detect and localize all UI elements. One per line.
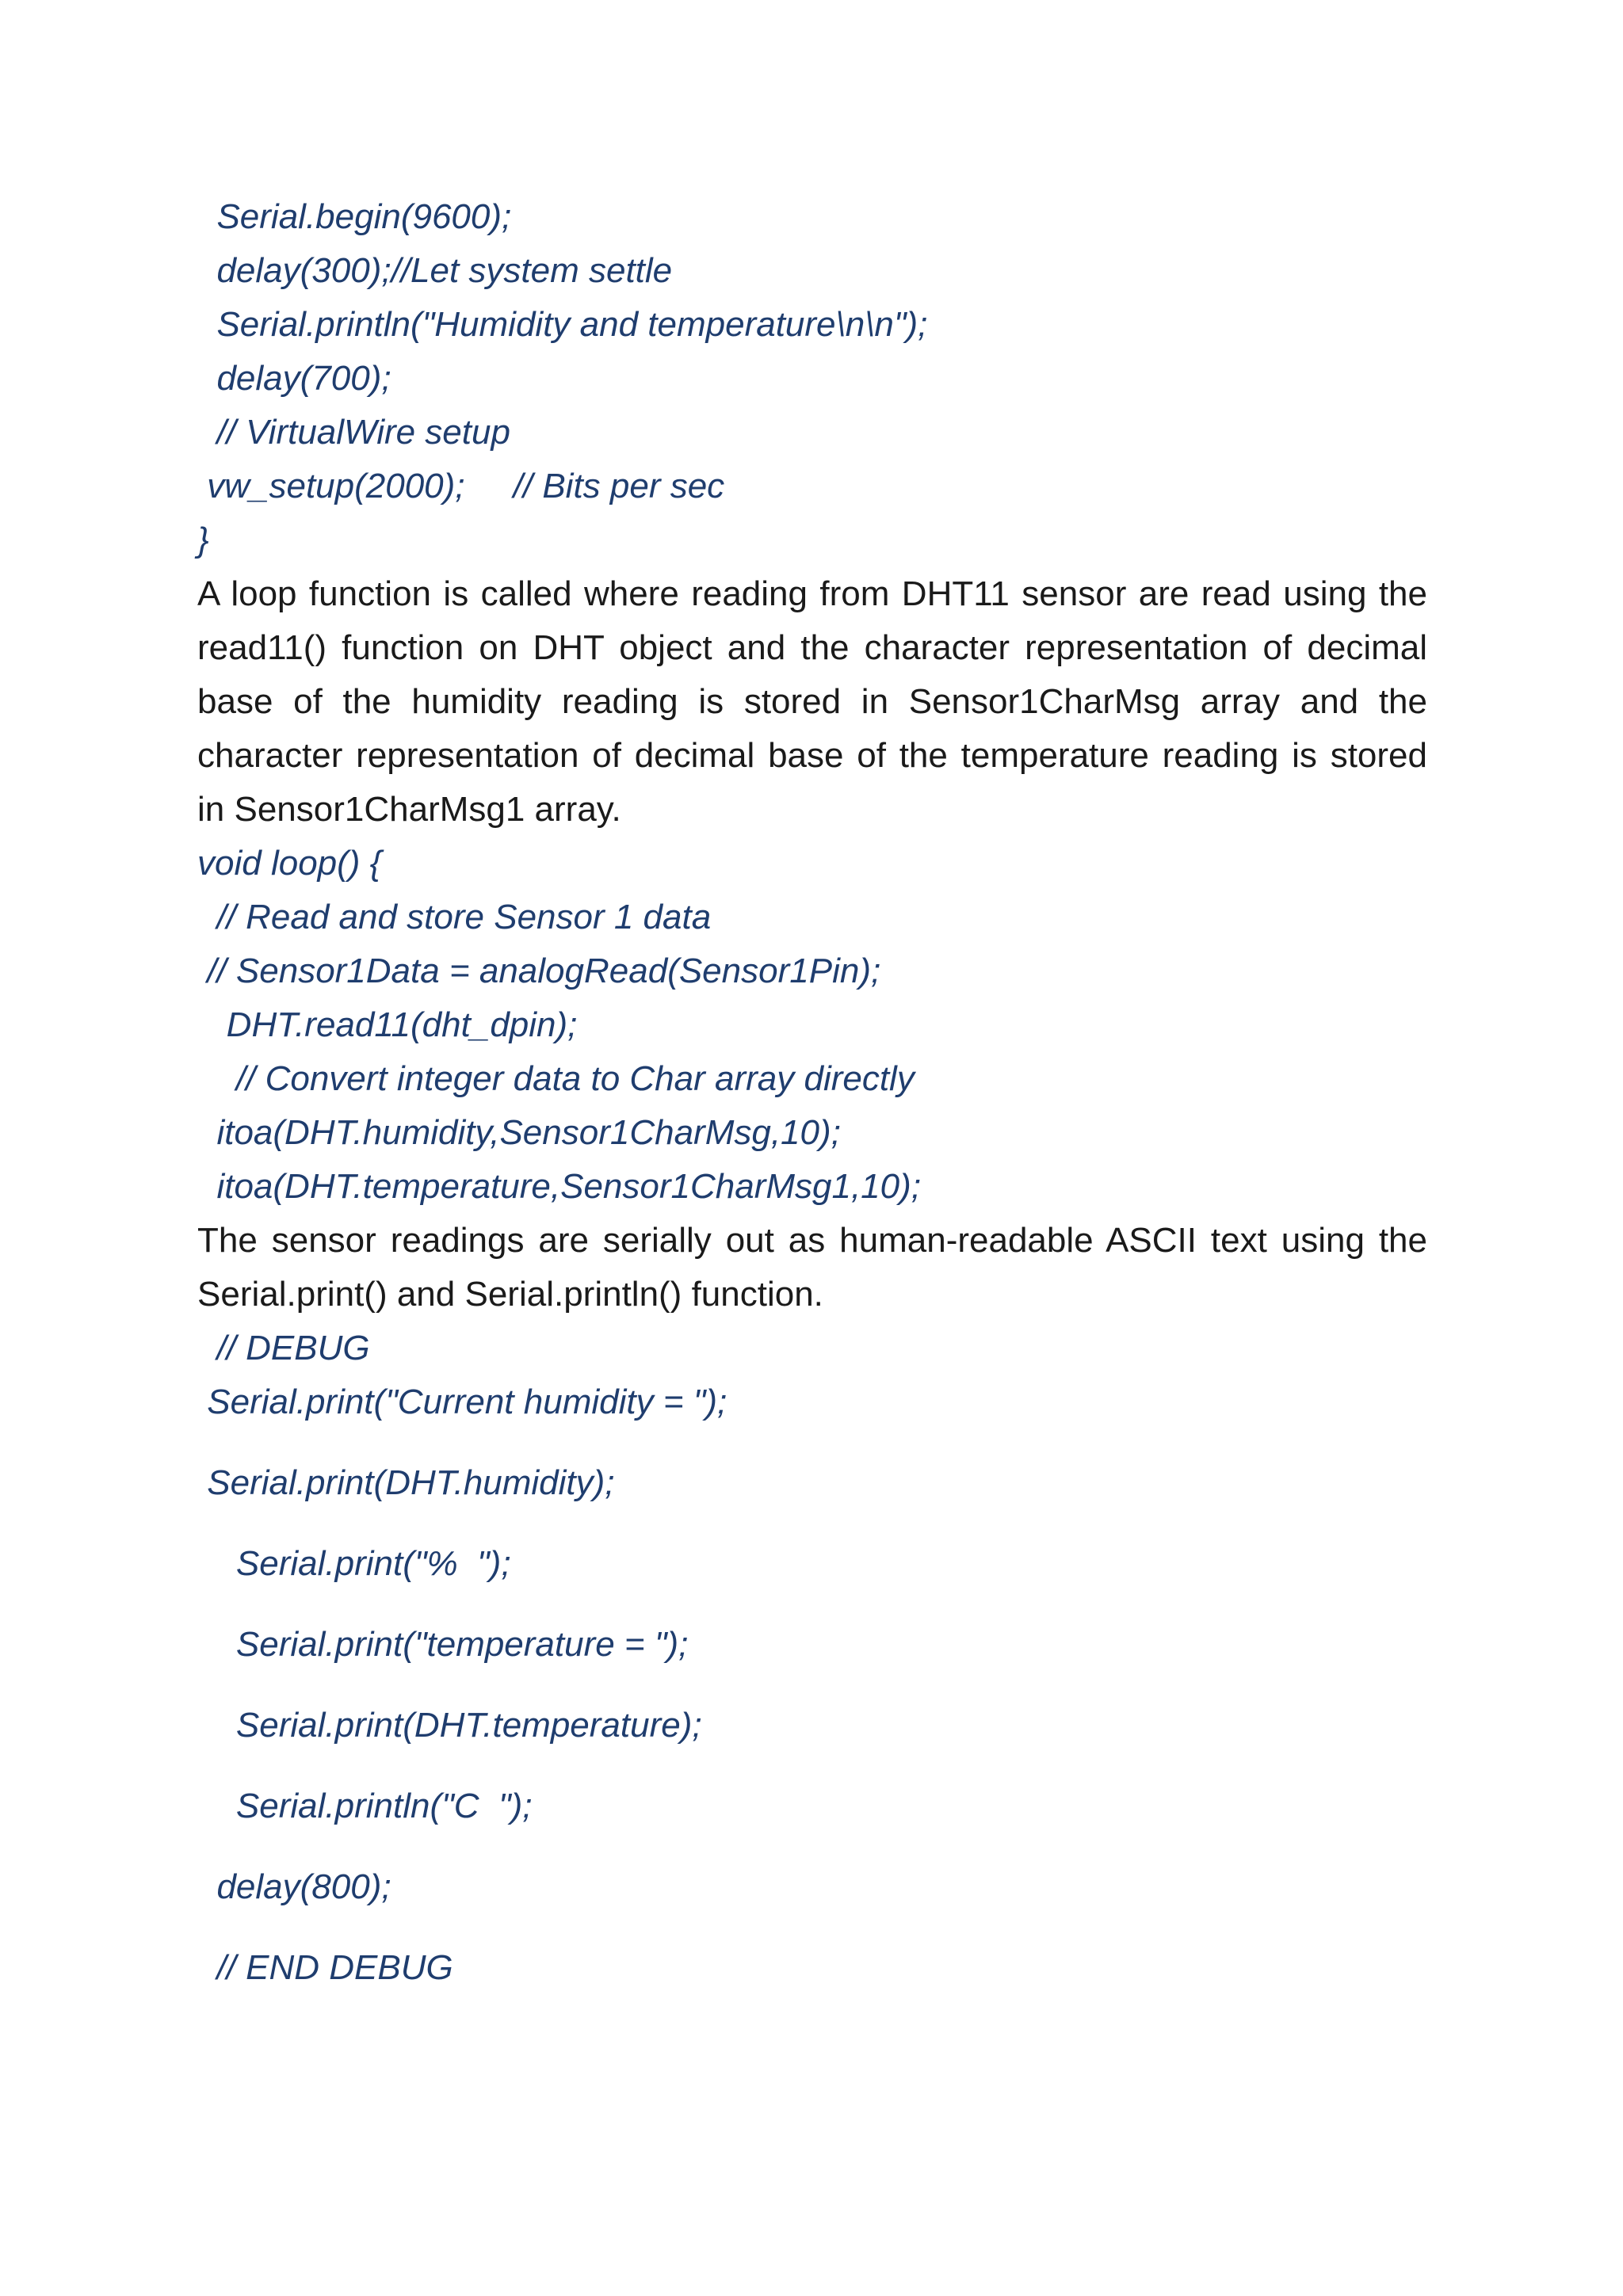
code-line: // DEBUG (197, 1329, 370, 1367)
code-block-debug (197, 1322, 1427, 1995)
code-line: Serial.begin(9600); (197, 197, 512, 236)
code-line: Serial.print("% "); (197, 1544, 511, 1583)
code-line: delay(300);//Let system settle (197, 251, 673, 290)
code-line: // END DEBUG (197, 1948, 453, 1987)
code-line: // Sensor1Data = analogRead(Sensor1Pin); (197, 952, 881, 990)
loop-description-paragraph: A loop function is called where reading from DHT11 sensor are read using the read11() function on DHT object and the character representation of decimal base of the humidity reading is stored in Sensor1CharMsg array and the character representation of decimal base of the temperature reading is stored in Sensor1CharMsg1 array. (197, 574, 1427, 829)
code-line: vw_setup(2000); // Bits per sec (197, 467, 725, 505)
code-line: Serial.println("Humidity and temperature\n\n"); (197, 305, 928, 344)
code-line: itoa(DHT.temperature,Sensor1CharMsg1,10); (197, 1167, 921, 1206)
code-block-setup (197, 190, 1427, 567)
code-line: itoa(DHT.humidity,Sensor1CharMsg,10); (197, 1113, 841, 1152)
code-line: delay(800); (197, 1867, 391, 1906)
code-line: Serial.println("C "); (197, 1787, 533, 1825)
code-line: Serial.print("temperature = "); (197, 1625, 689, 1664)
code-line: Serial.print(DHT.temperature); (197, 1706, 702, 1745)
code-line: delay(700); (197, 359, 391, 398)
page-content (197, 190, 1427, 1995)
code-line: } (197, 521, 209, 559)
code-line: Serial.print(DHT.humidity); (197, 1463, 615, 1502)
code-line: // Read and store Sensor 1 data (197, 898, 712, 936)
serial-output-paragraph: The sensor readings are serially out as human-readable ASCII text using the Serial.print() and Serial.println() function. (197, 1221, 1427, 1314)
code-line: DHT.read11(dht_dpin); (197, 1005, 578, 1044)
code-line: // Convert integer data to Char array directly (197, 1059, 915, 1098)
code-line: void loop() { (197, 844, 382, 883)
code-line: Serial.print("Current humidity = "); (197, 1383, 727, 1421)
code-block-loop (197, 837, 1427, 1214)
code-line: // VirtualWire setup (197, 413, 510, 452)
